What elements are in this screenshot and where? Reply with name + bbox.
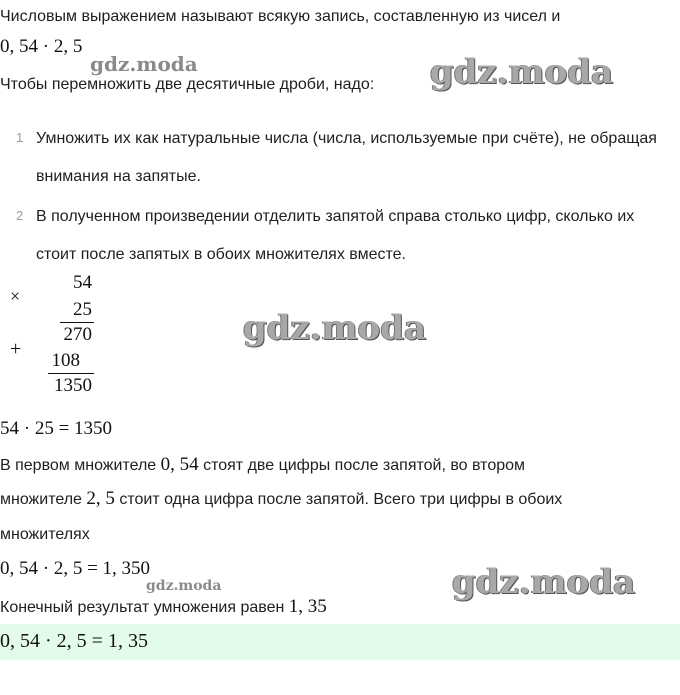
factor-2: 25 [73,299,92,320]
explanation-line-1 [0,454,525,476]
explanation-line-3: множителях [0,526,90,543]
divider-line [48,373,94,374]
math-inline: 1, 35 [288,596,327,617]
intermediate-result: 0, 54 · 2, 5 = 1, 350 [0,558,151,579]
plus-sign: + [10,338,22,360]
partial-product-2: 108 [51,350,80,371]
watermark-logo: gdz.moda [243,308,427,348]
math-inline: 2, 5 [86,488,115,509]
explanation-text: стоит одна цифра после запятой. Всего три цифры в обоих [114,491,563,508]
watermark-logo: gdz.moda [146,578,222,594]
step-number: 2 [16,208,24,223]
factor-1: 54 [73,272,92,293]
times-sign: × [10,286,21,306]
explanation-text: В первом множителе [0,457,161,474]
product-result: 1350 [54,375,92,396]
math-inline: 0, 54 [160,454,199,475]
final-text: Конечный результат умножения равен [0,599,289,616]
intro-line-1: Числовым выражением называют всякую запись, составленную из чисел и [0,8,561,25]
watermark-logo: gdz.moda [452,562,636,602]
intro-line-2: Чтобы перемножить две десятичные дроби, надо: [0,76,375,93]
step-text: В полученном произведении отделить запятой справа столько цифр, сколько их стоит после запятых в обоих множителях вместе. [36,208,635,263]
explanation-text: множителе [0,491,87,508]
explanation-text: стоят две цифры после запятой, во втором [198,457,526,474]
divider-line [60,322,94,323]
step-text: Умножить их как натуральные числа (числа, используемые при счёте), не обращая внимания на запятые. [36,130,657,185]
partial-product-1: 270 [63,324,92,345]
step-number: 1 [16,130,24,145]
final-answer: 0, 54 · 2, 5 = 1, 35 [0,630,148,652]
intro-expression: 0, 54 · 2, 5 [0,36,83,57]
product-equation: 54 · 25 = 1350 [0,418,113,439]
explanation-line-2 [0,488,562,510]
watermark-logo: gdz.moda [430,52,614,92]
watermark-logo: gdz.moda [90,52,198,76]
final-statement [0,596,327,618]
